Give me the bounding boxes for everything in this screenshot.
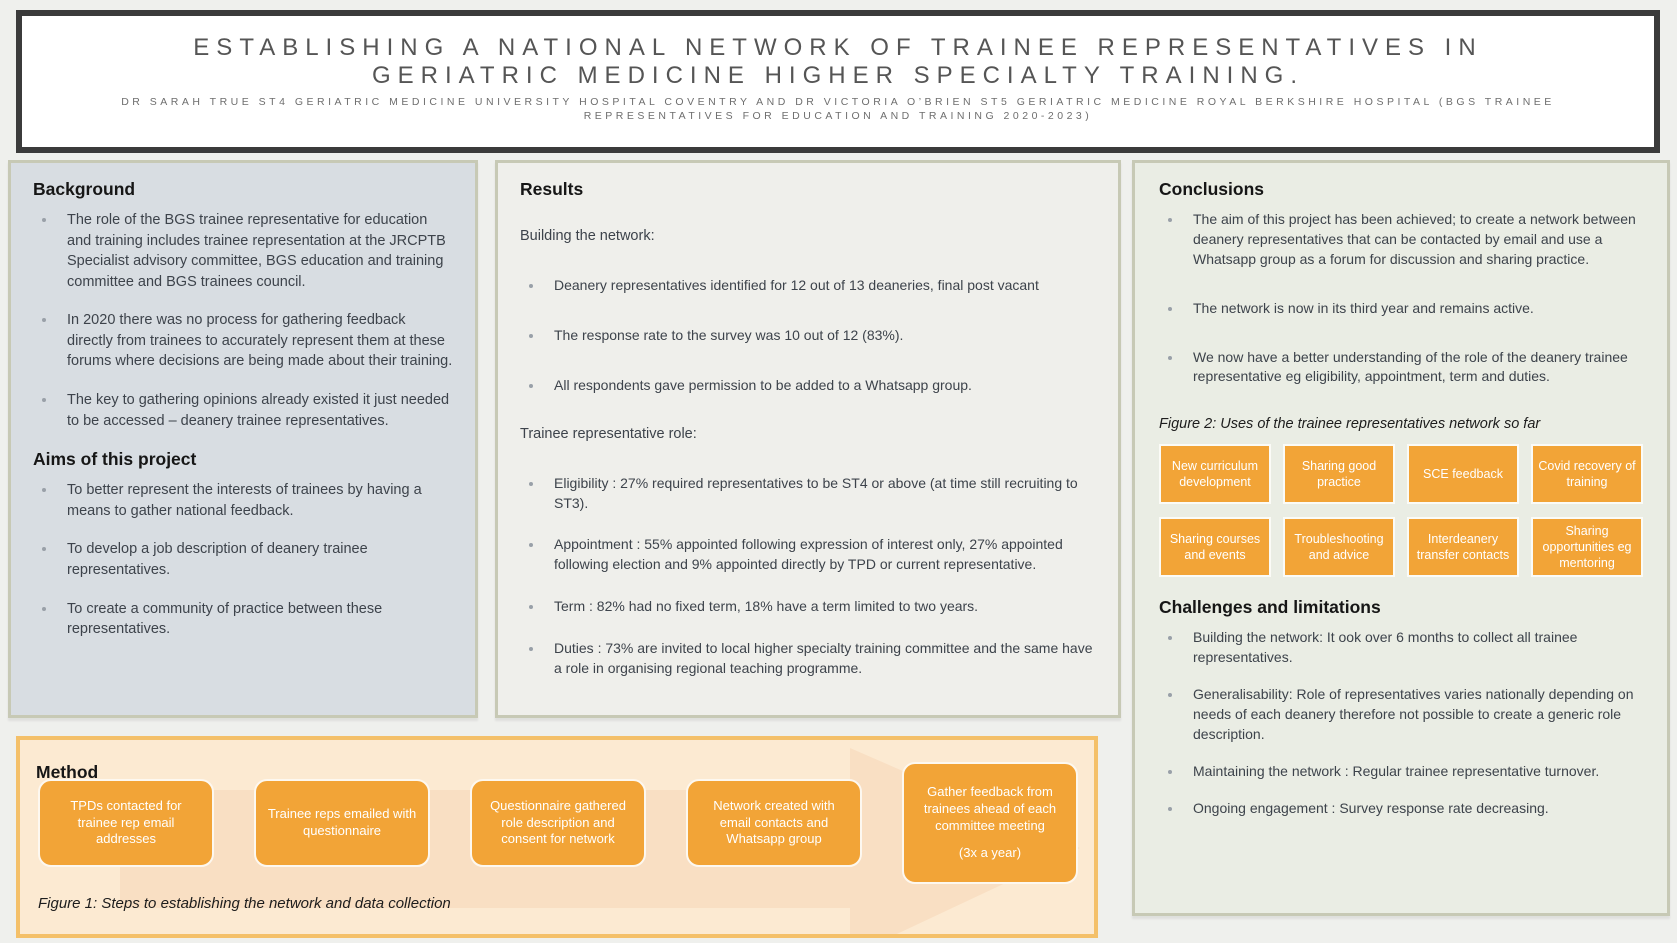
bullet-item: Deanery representatives identified for 12 out of 13 deaneries, final post vacant	[520, 276, 1096, 296]
method-step-label: Questionnaire gathered role description and consent for network	[490, 797, 626, 847]
bullet-item: In 2020 there was no process for gathering feedback directly from trainees to accurately represent them at these forums where decisions are being made about their training.	[33, 310, 453, 372]
bullet-item: Generalisability: Role of representatives varies nationally depending on needs of each deanery therefore not possible to create a generic role description.	[1159, 685, 1643, 745]
bullet-item: Appointment : 55% appointed following expression of interest only, 27% appointed following election and 9% appointed directly by TPD or current representative.	[520, 535, 1096, 575]
network-use-box: Covid recovery of training	[1531, 444, 1643, 504]
building-network-list	[520, 276, 1096, 396]
method-panel	[16, 736, 1098, 938]
results-title: Results	[520, 179, 584, 199]
method-step-5	[902, 762, 1078, 884]
bullet-item: To better represent the interests of trainees by having a means to gather national feedback.	[33, 480, 453, 521]
network-use-box: SCE feedback	[1407, 444, 1519, 504]
poster-title-line1: ESTABLISHING A NATIONAL NETWORK OF TRAINEE REPRESENTATIVES IN	[193, 34, 1483, 61]
poster-header	[16, 10, 1660, 153]
method-step-sublabel: (3x a year)	[958, 844, 1022, 860]
poster-authors: DR SARAH TRUE ST4 GERIATRIC MEDICINE UNIVERSITY HOSPITAL COVENTRY AND DR VICTORIA O’BRIEN ST5 GERIATRIC MEDICINE ROYAL BERKSHIRE HOSPITAL (BGS TRAINEE REPRESENTATIVES FOR EDUCATION AND TRAINING 2020-2023)	[121, 96, 1555, 122]
network-use-box: Interdeanery transfer contacts	[1407, 517, 1519, 577]
network-use-box: Troubleshooting and advice	[1283, 517, 1395, 577]
network-use-box: New curriculum development	[1159, 444, 1271, 504]
method-step-1	[38, 779, 214, 867]
figure2-caption: Figure 2: Uses of the trainee representatives network so far	[1159, 416, 1541, 433]
bullet-item: The aim of this project has been achieved; to create a network between deanery representatives that can be contacted by email and use a Whatsapp group as a forum for discussion and sharing practice.	[1159, 210, 1643, 270]
network-use-box: Sharing opportunities eg mentoring	[1531, 517, 1643, 577]
conclusions-panel	[1132, 160, 1670, 916]
figure1-caption: Figure 1: Steps to establishing the network and data collection	[38, 895, 451, 912]
method-step-4	[686, 779, 862, 867]
bullet-item: Eligibility : 27% required representatives to be ST4 or above (at time still recruiting to ST3).	[520, 474, 1096, 514]
conclusions-title: Conclusions	[1159, 179, 1265, 199]
network-use-box: Sharing courses and events	[1159, 517, 1271, 577]
method-title: Method	[36, 762, 99, 782]
method-steps-flow	[38, 758, 1078, 888]
bullet-item: Maintaining the network : Regular trainee representative turnover.	[1159, 762, 1643, 782]
method-step-label: Trainee reps emailed with questionnaire	[267, 806, 417, 838]
aims-bullet-list	[33, 480, 453, 639]
network-uses-grid	[1159, 444, 1643, 577]
trainee-role-list	[520, 474, 1096, 679]
challenges-bullet-list	[1159, 628, 1643, 818]
method-step-3	[470, 779, 646, 867]
poster-title-line2: GERIATRIC MEDICINE HIGHER SPECIALTY TRAINING.	[372, 61, 1304, 89]
bullet-item: Term : 82% had no fixed term, 18% have a term limited to two years.	[520, 597, 1096, 617]
bullet-item: We now have a better understanding of the role of the deanery trainee representative eg eligibility, appointment, term and duties.	[1159, 348, 1643, 388]
challenges-title: Challenges and limitations	[1159, 597, 1381, 618]
bullet-item: The response rate to the survey was 10 out of 12 (83%).	[520, 326, 1096, 346]
conclusions-bullet-list	[1159, 210, 1643, 387]
bullet-item: The network is now in its third year and remains active.	[1159, 299, 1643, 319]
method-step-label: TPDs contacted for trainee rep email addresses	[70, 797, 182, 847]
building-network-label: Building the network:	[520, 228, 655, 244]
network-use-box: Sharing good practice	[1283, 444, 1395, 504]
bullet-item: The key to gathering opinions already existed it just needed to be accessed – deanery trainee representatives.	[33, 390, 453, 431]
bullet-item: Duties : 73% are invited to local higher specialty training committee and the same have a role in organising regional teaching programme.	[520, 639, 1096, 679]
bullet-item: To create a community of practice between these representatives.	[33, 599, 453, 640]
bullet-item: Building the network: It ook over 6 months to collect all trainee representatives.	[1159, 628, 1643, 668]
bullet-item: Ongoing engagement : Survey response rate decreasing.	[1159, 799, 1643, 819]
method-step-label: Gather feedback from trainees ahead of each committee meeting	[923, 784, 1057, 833]
bullet-item: The role of the BGS trainee representative for education and training includes trainee representation at the JRCPTB Specialist advisory committee, BGS education and training committee and BGS trainees council.	[33, 210, 453, 292]
method-step-2	[254, 779, 430, 867]
background-bullet-list	[33, 210, 453, 431]
background-panel	[8, 160, 478, 718]
background-title: Background	[33, 179, 136, 199]
trainee-role-label: Trainee representative role:	[520, 425, 697, 442]
aims-title: Aims of this project	[33, 449, 197, 470]
method-step-label: Network created with email contacts and Whatsapp group	[713, 797, 835, 847]
results-panel	[495, 160, 1121, 718]
bullet-item: All respondents gave permission to be added to a Whatsapp group.	[520, 376, 1096, 396]
bullet-item: To develop a job description of deanery trainee representatives.	[33, 539, 453, 580]
